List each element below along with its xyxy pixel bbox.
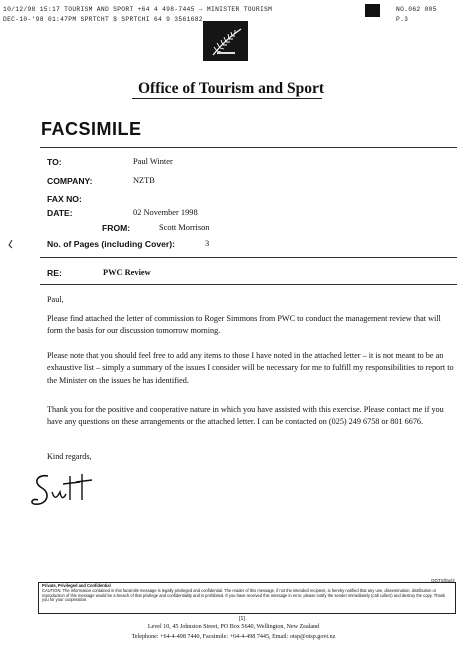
closing: Kind regards, (47, 452, 92, 461)
confidentiality-title: Private, Privileged and Confidential (42, 583, 111, 588)
fax-number-label: FAX NO: (47, 194, 82, 204)
footer-contact: Telephone: +64-4-498 7440, Facsimile: +64-4-498 7445, Email: otsp@otsp.govt.nz (131, 634, 336, 640)
fax-header-line-2-right: P.3 (396, 16, 409, 23)
office-title-underline (132, 98, 322, 99)
from-label: FROM: (102, 223, 131, 233)
subject-value: PWC Review (103, 268, 151, 277)
fax-header-line-1: 10/12/98 15:17 TOURISM AND SPORT +64 4 498-7445 → MINISTER TOURISM (3, 6, 273, 13)
subject-label: RE: (47, 268, 62, 278)
fern-logo (203, 21, 248, 61)
footer-address: Level 10, 45 Johnston Street, PO Box 5640, Wellington, New Zealand (147, 624, 320, 630)
body-paragraph-1: Please find attached the letter of commission to Roger Simmons from PWC to conduct the management review that will form the basis for our discussion tomorrow morning. (47, 314, 441, 336)
confidentiality-notice (38, 582, 456, 614)
date-value: 02 November 1998 (133, 208, 198, 217)
fern-icon (203, 21, 248, 61)
pages-label: No. of Pages (including Cover): (47, 239, 175, 249)
margin-mark (7, 239, 15, 249)
title-rule (40, 147, 457, 148)
body-paragraph-3: Thank you for the positive and cooperative nature in which you have assisted with this exercise. Please contact me if you have any questions on these arrangements or the attached letter. I can be contacted on (025) 249 6758 or 801 6676. (47, 405, 444, 427)
company-value: NZTB (133, 176, 155, 185)
body-paragraph-2: Please note that you should feel free to add any items to those I have noted in the attached letter – it is not meant to be an exhaustive list – simply a summary of the issues I consider will be necessary for me to fulfill my responsibilities to report to the Minister on the issues he has identified. (47, 351, 454, 385)
pages-value: 3 (205, 239, 210, 248)
fax-header-line-1-right: NO.062 005 (396, 6, 437, 13)
company-label: COMPANY: (47, 176, 93, 186)
office-title: Office of Tourism and Sport (138, 80, 325, 97)
subject-rule (40, 284, 457, 285)
from-value: Scott Morrison (159, 223, 210, 232)
salutation: Paul, (47, 295, 64, 304)
document-title: FACSIMILE (41, 119, 142, 139)
form-code: OOTS/fax/2 (431, 578, 455, 583)
page-number: [1] (239, 616, 245, 622)
signature (30, 470, 100, 515)
fax-marker-block (365, 4, 380, 17)
confidentiality-text: CAUTION: The information contained in this facsimile message is legally privileged and confidential. The reader of this message, if not the intended recipient, is hereby notified that any use, dissemination, distribution or reproduction of this message would be a breach of that privilege and confidentiality and is prohibited. If you have received this message in error, please notify the sender immediately (call collect) and destroy the copy. Thank you for your cooperation. (42, 587, 446, 603)
to-value: Paul Winter (133, 157, 173, 166)
fax-header-line-2: DEC-10-'98 01:47PM SPRTCHT $ SPRTCHI 64 9 3561682 (3, 16, 203, 23)
to-label: TO: (47, 157, 62, 167)
date-label: DATE: (47, 208, 73, 218)
fields-rule (40, 257, 457, 258)
